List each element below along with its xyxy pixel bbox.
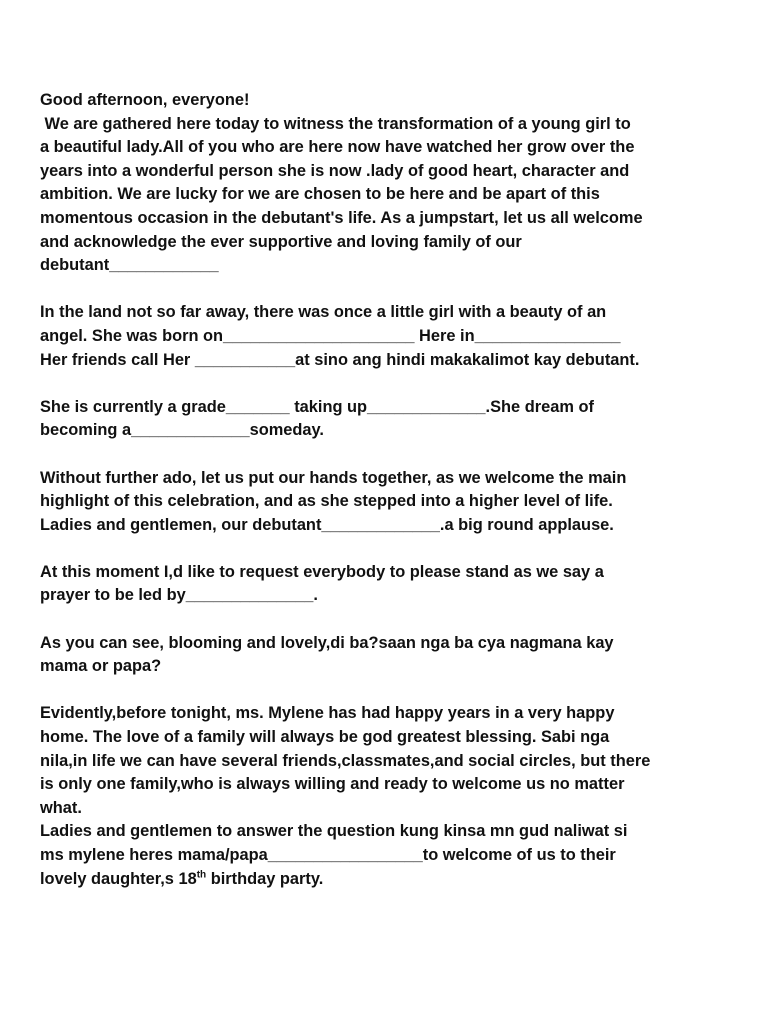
text-line: Evidently,before tonight, ms. Mylene has had happy years in a very happy [40, 704, 615, 723]
text-line: prayer to be led by______________. [40, 586, 318, 605]
text-line: nila,in life we can have several friends,classmates,and social circles, but there [40, 751, 651, 770]
prayer-paragraph [40, 561, 720, 608]
text-line: ambition. We are lucky for we are chosen to be here and be apart of this [40, 185, 600, 204]
text-line: years into a wonderful person she is now .lady of good heart, character and [40, 161, 630, 180]
birth-paragraph [40, 301, 720, 372]
text-line: As you can see, blooming and lovely,di ba?saan nga ba cya nagmana kay [40, 633, 614, 652]
text-line: ms mylene heres mama/papa_________________to welcome of us to their [40, 846, 616, 864]
question-paragraph [40, 632, 720, 679]
ordinal-suffix: th [196, 869, 207, 881]
introduction-paragraph [40, 467, 720, 538]
text-line: and acknowledge the ever supportive and loving family of our [40, 232, 522, 251]
greeting-line: Good afternoon, everyone! [40, 91, 250, 109]
greeting-paragraph [40, 89, 720, 278]
text-line: highlight of this celebration, and as she stepped into a higher level of life. [40, 492, 613, 511]
text-line: momentous occasion in the debutant's life. As a jumpstart, let us all welcome [40, 208, 643, 227]
text-line: Ladies and gentlemen, our debutant_____________.a big round applause. [40, 515, 614, 534]
text-line: what. [40, 798, 82, 817]
text-line: debutant____________ [40, 256, 219, 275]
text-line: is only one family,who is always willing and ready to welcome us no matter [40, 775, 625, 794]
text-line: Without further ado, let us put our hands together, as we welcome the main [40, 468, 627, 487]
text-line: She is currently a grade_______ taking up_____________.She dream of [40, 397, 594, 416]
text-line: Ladies and gentlemen to answer the question kung kinsa mn gud naliwat si [40, 822, 628, 841]
school-paragraph [40, 396, 720, 443]
text-line: home. The love of a family will always be god greatest blessing. Sabi nga [40, 728, 610, 747]
text-line: a beautiful lady.All of you who are here now have watched her grow over the [40, 138, 635, 157]
final-line [40, 868, 720, 892]
family-paragraph [40, 702, 720, 891]
final-line-start: lovely daughter,s 18 [40, 869, 197, 888]
text-line: We are gathered here today to witness the transformation of a young girl to [40, 114, 631, 133]
text-line: mama or papa? [40, 657, 162, 676]
final-line-end: birthday party. [206, 869, 324, 888]
text-line: becoming a_____________someday. [40, 421, 324, 440]
text-line: In the land not so far away, there was once a little girl with a beauty of an [40, 303, 607, 322]
document-page [40, 89, 720, 891]
paragraph-spacer [40, 278, 720, 302]
text-line: angel. She was born on_____________________ Here in________________ [40, 326, 621, 345]
text-line: Her friends call Her ___________at sino ang hindi makakalimot kay debutant. [40, 350, 640, 369]
text-line: At this moment I,d like to request everybody to please stand as we say a [40, 562, 604, 581]
